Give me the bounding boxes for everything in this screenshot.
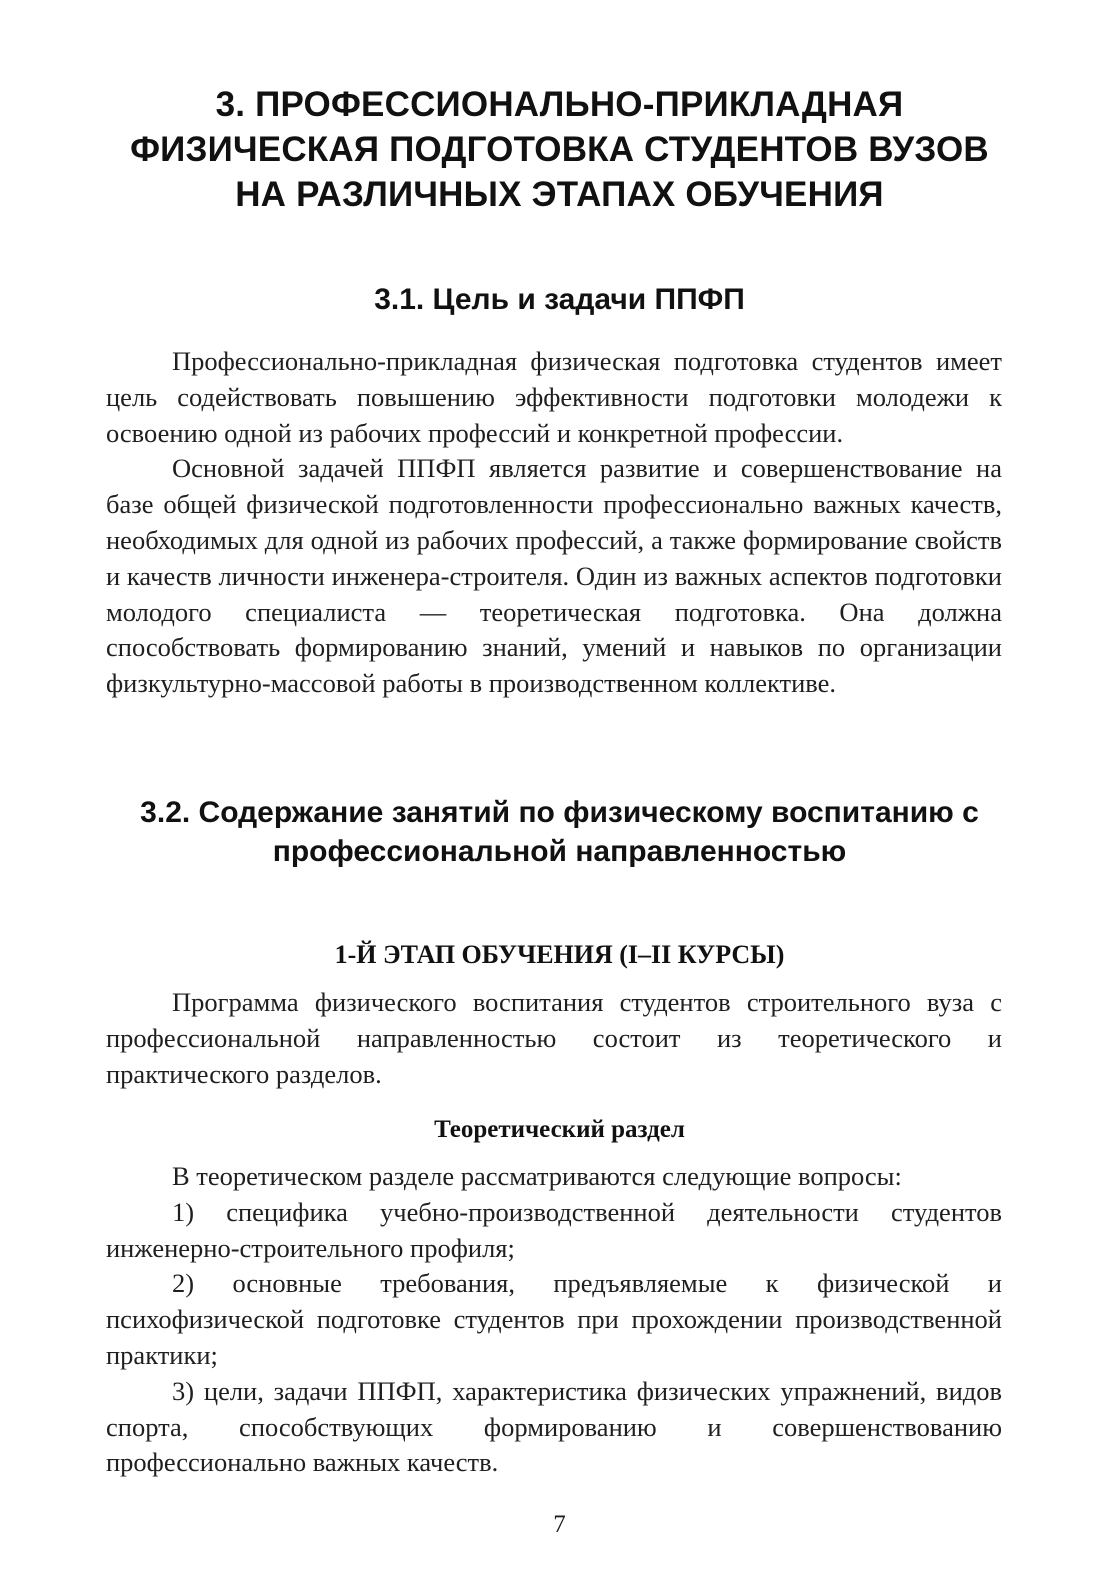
list-item: 3) цели, задачи ППФП, характеристика физических упражнений, видов спорта, способствующих формированию и совершенствованию профессионально важных качеств. (106, 1375, 1002, 1478)
theory-body (106, 1159, 1002, 1481)
section-title-3-2: 3.2. Содержание занятий по физическому воспитанию с профессиональной направленностью (140, 796, 979, 868)
stage-title: 1-Й ЭТАП ОБУЧЕНИЯ (I–II КУРСЫ) (334, 940, 785, 969)
paragraph: Программа физического воспитания студентов строительного вуза с профессиональной направленностью состоит из теоретического и практического разделов. (106, 987, 1002, 1089)
section-3-1-body (106, 344, 1002, 702)
paragraph: Профессионально-прикладная физическая подготовка студентов имеет цель содействовать повышению эффективности подготовки молодежи к освоению одной из рабочих профессий и конкретной профессии. (106, 346, 1002, 448)
list-item: 2) основные требования, предъявляемые к физической и психофизической подготовке студентов при прохождении производственной практики; (106, 1268, 1002, 1370)
paragraph: В теоретическом разделе рассматриваются следующие вопросы: (172, 1161, 902, 1191)
section-title-3-1: 3.1. Цель и задачи ППФП (374, 283, 745, 316)
page-number: 7 (553, 1511, 566, 1538)
paragraph: Основной задачей ППФП является развитие и совершенствование на базе общей физической подготовленности профессионально важных качеств, необходимых для одной из рабочих профессий, а также формирование свойств и качеств личности инженера-строителя. Один из важных аспектов подготовки молодого специалиста — теоретическая подготовка. Она должна способствовать формированию знаний, умений и навыков по организации физкультурно-массовой работы в производственном коллективе. (106, 453, 1002, 699)
theory-subsection-title: Теоретический раздел (434, 1116, 685, 1143)
list-item: 1) специфика учебно-производственной деятельности студентов инженерно-строительного профиля; (106, 1196, 1002, 1263)
section-3-2-intro (106, 985, 1002, 1092)
chapter-title: 3. ПРОФЕССИОНАЛЬНО-ПРИКЛАДНАЯ ФИЗИЧЕСКАЯ ПОДГОТОВКА СТУДЕНТОВ ВУЗОВ НА РАЗЛИЧНЫХ ЭТАПАХ ОБУЧЕНИЯ (130, 85, 989, 214)
